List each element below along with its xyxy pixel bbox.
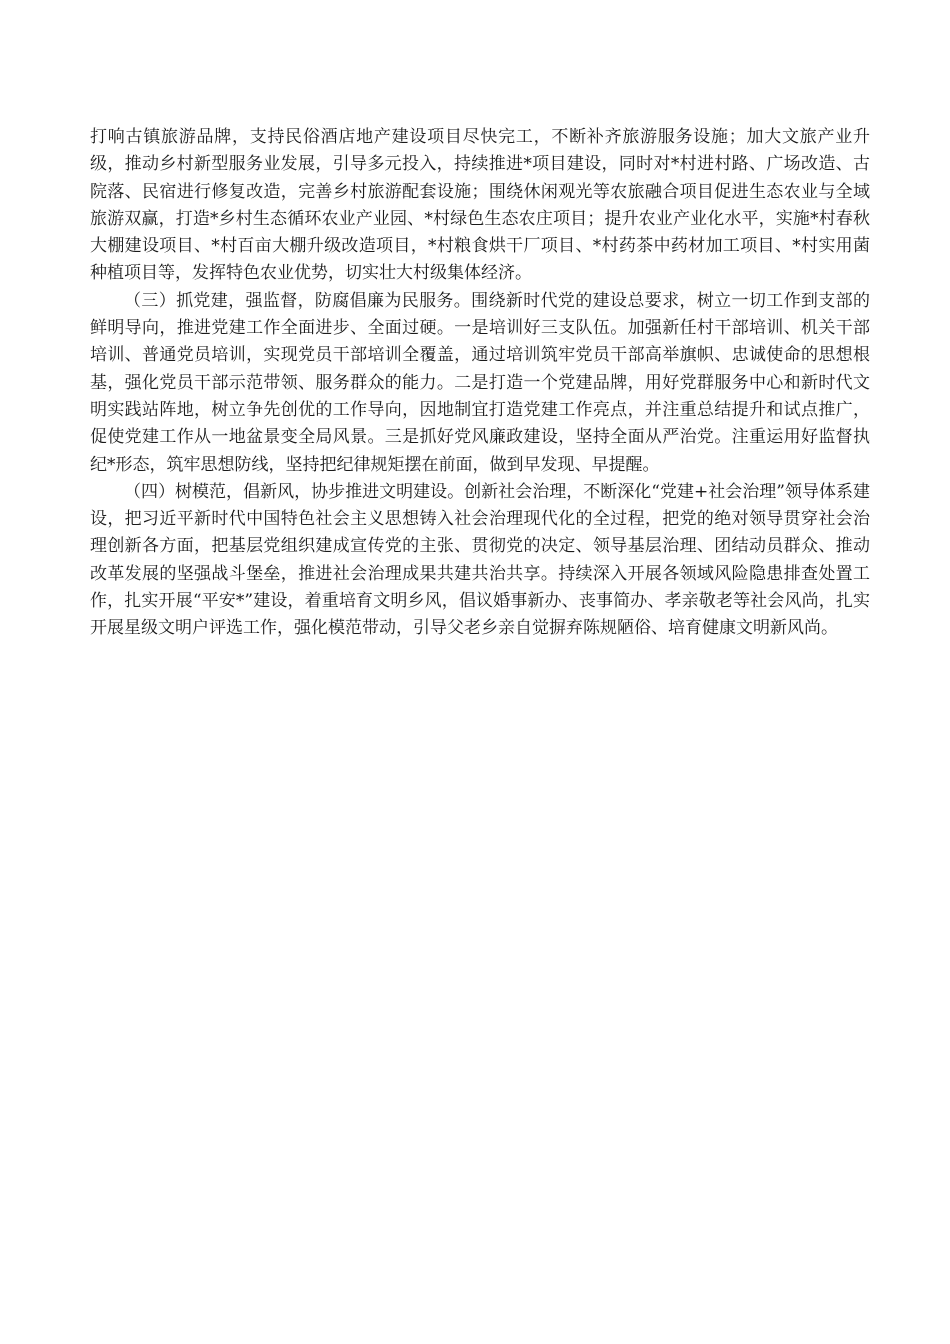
document-body [90,124,870,643]
paragraph-party-building: （三）抓党建，强监督，防腐倡廉为民服务。围绕新时代党的建设总要求，树立一切工作到支部的鲜明导向，推进党建工作全面进步、全面过硬。一是培训好三支队伍。加强新任村干部培训、机关干部培训、普通党员培训，实现党员干部培训全覆盖，通过培训筑牢党员干部高举旗帜、忠诚使命的思想根基，强化党员干部示范带领、服务群众的能力。二是打造一个党建品牌，用好党群服务中心和新时代文明实践站阵地，树立争先创优的工作导向，因地制宜打造党建工作亮点，并注重总结提升和试点推广，促使党建工作从一地盆景变全局风景。三是抓好党风廉政建设，坚持全面从严治党。注重运用好监督执纪*形态，筑牢思想防线，坚持把纪律规矩摆在前面，做到早发现、早提醒。 [90,290,870,475]
paragraph-tourism-agriculture: 打响古镇旅游品牌，支持民俗酒店地产建设项目尽快完工，不断补齐旅游服务设施；加大文旅产业升级，推动乡村新型服务业发展，引导多元投入，持续推进*项目建设，同时对*村进村路、广场改造、古院落、民宿进行修复改造，完善乡村旅游配套设施；围绕休闲观光等农旅融合项目促进生态农业与全域旅游双赢，打造*乡村生态循环农业产业园、*村绿色生态农庄项目；提升农业产业化水平，实施*村春秋大棚建设项目、*村百亩大棚升级改造项目，*村粮食烘干厂项目、*村药茶中药材加工项目、*村实用菌种植项目等，发挥特色农业优势，切实壮大村级集体经济。 [90,127,870,284]
paragraph-civilization: （四）树模范，倡新风，协步推进文明建设。创新社会治理，不断深化“党建+社会治理”领导体系建设，把习近平新时代中国特色社会主义思想铸入社会治理现代化的全过程，把党的绝对领导贯穿社会治理创新各方面，把基层党组织建成宣传党的主张、贯彻党的决定、领导基层治理、团结动员群众、推动改革发展的坚强战斗堡垒，推进社会治理成果共建共治共享。持续深入开展各领域风险隐患排查处置工作，扎实开展“平安*”建设，着重培育文明乡风，倡议婚事新办、丧事简办、孝亲敬老等社会风尚，扎实开展星级文明户评选工作，强化模范带动，引导父老乡亲自觉摒弃陈规陋俗、培育健康文明新风尚。 [90,481,870,639]
